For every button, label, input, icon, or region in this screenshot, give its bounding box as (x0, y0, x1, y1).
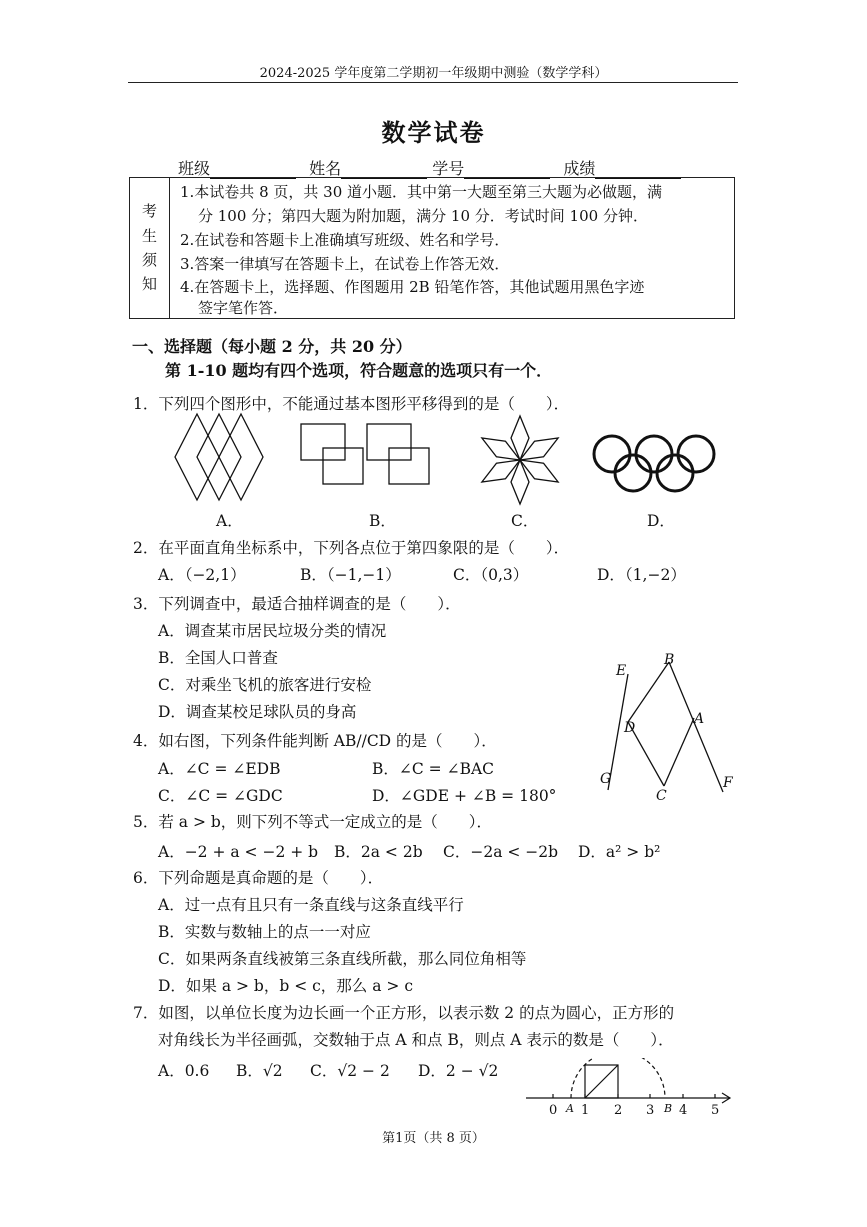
q3-stem: 3．下列调查中，最适合抽样调查的是（ ）． (133, 595, 461, 613)
notice-line: 1.本试卷共 8 页，共 30 道小题．其中第一大题至第三大题为必做题，满 (180, 183, 663, 201)
q1-label-b: B． (369, 512, 396, 530)
q1-figure-b (301, 424, 429, 484)
q7-axis-b: B (664, 1102, 673, 1115)
q7-option-b[interactable]: B．√2 (236, 1062, 283, 1080)
notice-line: 签字笔作答． (198, 299, 289, 317)
q1-figure-d (594, 436, 714, 491)
q4-label-d: D (624, 720, 636, 736)
q4-option-c[interactable]: C．∠C = ∠GDC (158, 787, 283, 805)
q5-option-d[interactable]: D．a² > b² (578, 843, 661, 861)
q5-option-b[interactable]: B．2a < 2b (334, 843, 423, 861)
notice-side-char: 知 (141, 275, 157, 293)
q4-stem: 4．如右图，下列条件能判断 AB//CD 的是（ ）． (133, 732, 497, 750)
q1-label-a: A． (216, 512, 243, 530)
q3-option-a[interactable]: A．调查某市居民垃圾分类的情况 (158, 622, 387, 640)
q6-option-c[interactable]: C．如果两条直线被第三条直线所截，那么同位角相等 (158, 950, 527, 968)
q7-axis-4: 4 (679, 1103, 688, 1118)
q1-label-d: D． (647, 512, 675, 530)
notice-side-char: 须 (141, 251, 157, 269)
q4-option-a[interactable]: A．∠C = ∠EDB (158, 760, 281, 778)
q4-label-g: G (600, 771, 612, 787)
notice-line: 2.在试卷和答题卡上准确填写班级、姓名和学号． (180, 231, 510, 249)
q7-axis-3: 3 (646, 1103, 655, 1118)
notice-side (130, 178, 170, 318)
q7-axis-0: 0 (549, 1103, 558, 1118)
q7-axis-1: 1 (581, 1103, 590, 1118)
q1-label-c: C． (511, 512, 539, 530)
name-label: 姓名 (309, 159, 342, 178)
q7-option-c[interactable]: C．√2 − 2 (310, 1062, 390, 1080)
q7-stem-line1: 7．如图，以单位长度为边长画一个正方形，以表示数 2 的点为圆心，正方形的 (133, 1004, 675, 1022)
id-label: 学号 (432, 159, 465, 178)
notice-box (129, 177, 735, 319)
q3-option-b[interactable]: B．全国人口普查 (158, 649, 278, 667)
q2-stem: 2．在平面直角坐标系中，下列各点位于第四象限的是（ ）． (133, 539, 570, 557)
q4-option-b[interactable]: B．∠C = ∠BAC (372, 760, 495, 778)
notice-side-char: 考 (141, 202, 157, 220)
q4-label-b: B (664, 652, 675, 668)
q4-label-f: F (723, 775, 733, 791)
q5-option-a[interactable]: A．−2 + a < −2 + b (158, 843, 319, 861)
score-label: 成绩 (563, 159, 596, 178)
q7-number-line (524, 1058, 736, 1120)
q7-stem-line2: 对角线长为半径画弧，交数轴于点 A 和点 B，则点 A 表示的数是（ ）． (158, 1031, 674, 1049)
q7-option-d[interactable]: D．2 − √2 (418, 1062, 499, 1080)
q2-option-a[interactable]: A．（−2,1） (158, 566, 246, 584)
q7-axis-2: 2 (614, 1103, 623, 1118)
notice-side-char: 生 (141, 227, 157, 245)
q4-option-d[interactable]: D．∠GDE + ∠B = 180° (372, 787, 557, 805)
q4-label-a: A (694, 711, 705, 727)
student-info-row (178, 156, 681, 179)
q1-figure-a (175, 414, 263, 500)
q3-option-c[interactable]: C．对乘坐飞机的旅客进行安检 (158, 676, 372, 694)
q6-option-a[interactable]: A．过一点有且只有一条直线与这条直线平行 (158, 896, 464, 914)
page-title: 数学试卷 (381, 118, 486, 147)
section-heading: 一、选择题（每小题 2 分，共 20 分） (132, 337, 412, 356)
q5-stem: 5．若 a > b，则下列不等式一定成立的是（ ）． (133, 813, 493, 831)
class-label: 班级 (178, 159, 211, 178)
q2-option-c[interactable]: C．（0,3） (453, 566, 529, 584)
notice-line: 3.答案一律填写在答题卡上，在试卷上作答无效． (180, 255, 510, 273)
q6-option-b[interactable]: B．实数与数轴上的点一一对应 (158, 923, 371, 941)
q7-option-a[interactable]: A．0.6 (158, 1062, 210, 1080)
section-subheading: 第 1-10 题均有四个选项，符合题意的选项只有一个． (165, 361, 553, 380)
exam-header: 2024-2025 学年度第二学期初一年级期中测验（数学学科） (259, 66, 608, 81)
q6-option-d[interactable]: D．如果 a > b，b < c，那么 a > c (158, 977, 413, 995)
q4-label-c: C (656, 788, 667, 804)
q1-figure-c (477, 416, 562, 504)
q7-axis-5: 5 (711, 1103, 720, 1118)
notice-line: 4.在答题卡上，选择题、作图题用 2B 铅笔作答，其他试题用黑色字迹 (180, 278, 645, 296)
q5-option-c[interactable]: C．−2a < −2b (443, 843, 559, 861)
q4-figure (596, 650, 746, 806)
q1-stem: 1．下列四个图形中，不能通过基本图形平移得到的是（ ）． (133, 395, 570, 413)
q7-axis-a: A (566, 1102, 574, 1115)
header-rule (128, 82, 738, 83)
q6-stem: 6．下列命题是真命题的是（ ）． (133, 869, 384, 887)
page-footer: 第1页（共 8 页） (382, 1131, 485, 1146)
q2-option-d[interactable]: D．（1,−2） (597, 566, 686, 584)
q1-figures (170, 412, 730, 508)
q2-option-b[interactable]: B．（−1,−1） (300, 566, 401, 584)
notice-line: 分 100 分；第四大题为附加题，满分 10 分．考试时间 100 分钟． (198, 207, 648, 225)
q3-option-d[interactable]: D．调查某校足球队员的身高 (158, 703, 357, 721)
q4-label-e: E (616, 663, 627, 679)
